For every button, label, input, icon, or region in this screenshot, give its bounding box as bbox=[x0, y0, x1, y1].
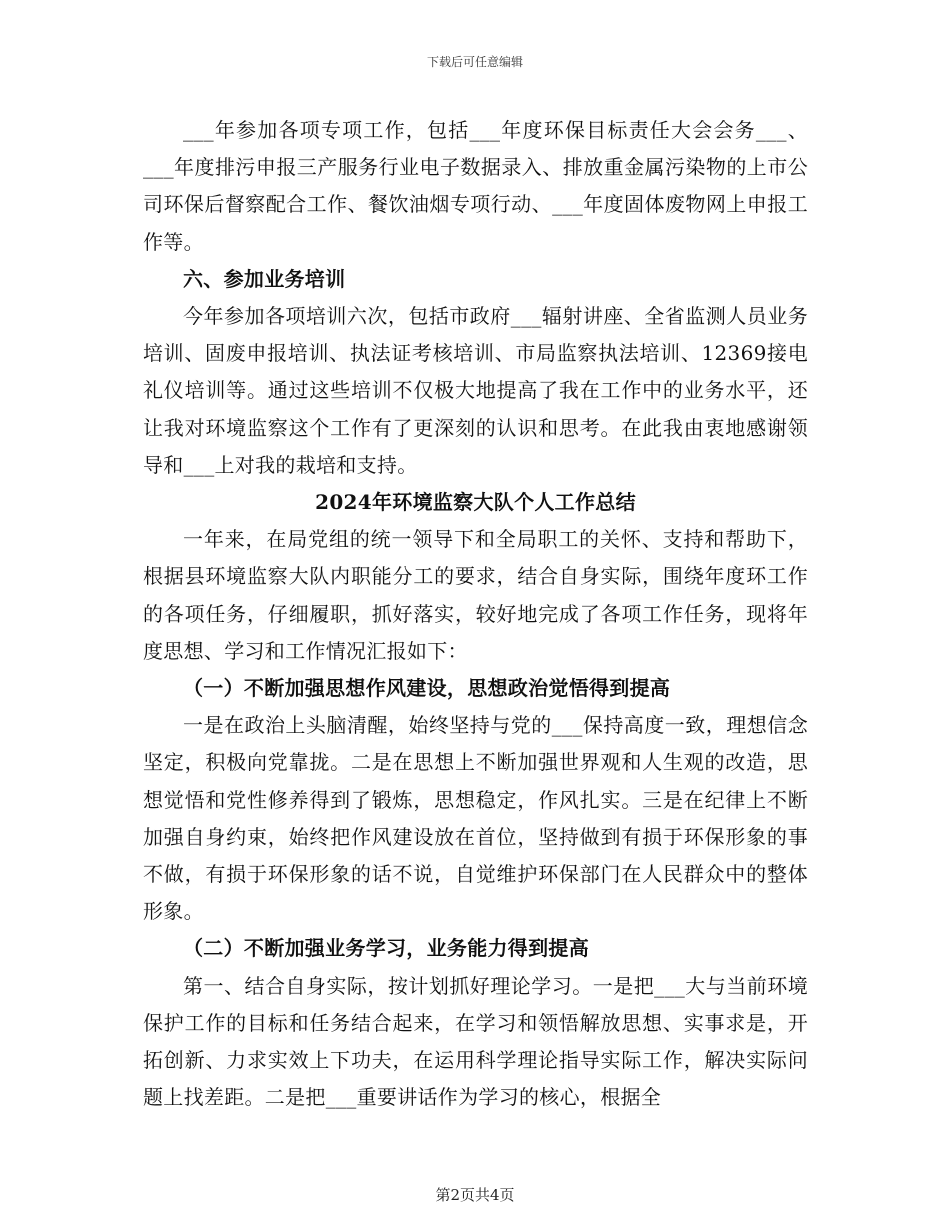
paragraph-ideology: 一是在政治上头脑清醒，始终坚持与党的___保持高度一致，理想信念坚定，积极向党靠拢。二是在思想上不断加强世界观和人生观的改造，思想觉悟和党性修养得到了锻炼，思想稳定，作风扎实。三是在纪律上不断加强自身约束，始终把作风建设放在首位，坚持做到有损于环保形象的事不做，有损于环保形象的话不说，自觉维护环保部门在人民群众中的整体形象。 bbox=[143, 713, 808, 924]
section-heading-ideology: （一）不断加强思想作风建设，思想政治觉悟得到提高 bbox=[183, 676, 671, 701]
paragraph-study: 第一、结合自身实际，按计划抓好理论学习。一是把___大与当前环境保护工作的目标和任务结合起来，在学习和领悟解放思想、实事求是，开拓创新、力求实效上下功夫，在运用科学理论指导实际工作，解决实际问题上找差距。二是把___重要讲话作为学习的核心，根据全 bbox=[143, 973, 808, 1110]
section-heading-study: （二）不断加强业务学习，业务能力得到提高 bbox=[183, 936, 589, 961]
paragraph-intro: 一年来，在局党组的统一领导下和全局职工的关怀、支持和帮助下，根据县环境监察大队内职能分工的要求，结合自身实际，围绕年度环工作的各项任务，仔细履职，抓好落实，较好地完成了各项工作任务，现将年度思想、学习和工作情况汇报如下： bbox=[143, 527, 808, 663]
document-title: 2024年环境监察大队个人工作总结 bbox=[315, 490, 636, 515]
page-footer: 第2页共4页 bbox=[435, 1186, 515, 1204]
paragraph-special-work: ___年参加各项专项工作，包括___年度环保目标责任大会会务___、___年度排污申报三产服务行业电子数据录入、排放重金属污染物的上市公司环保后督察配合工作、餐饮油烟专项行动、___年度固体废物网上申报工作等。 bbox=[143, 118, 808, 254]
document-body bbox=[143, 112, 808, 1116]
section-heading-training: 六、参加业务培训 bbox=[183, 266, 346, 291]
paragraph-training: 今年参加各项培训六次，包括市政府___辐射讲座、全省监测人员业务培训、固废申报培训、执法证考核培训、市局监察执法培训、12369接电礼仪培训等。通过这些培训不仅极大地提高了我在工作中的业务水平，还让我对环境监察这个工作有了更深刻的认识和思考。在此我由衷地感谢领导和___上对我的栽培和支持。 bbox=[143, 304, 808, 477]
page-header: 下载后可任意编辑 bbox=[426, 55, 523, 69]
